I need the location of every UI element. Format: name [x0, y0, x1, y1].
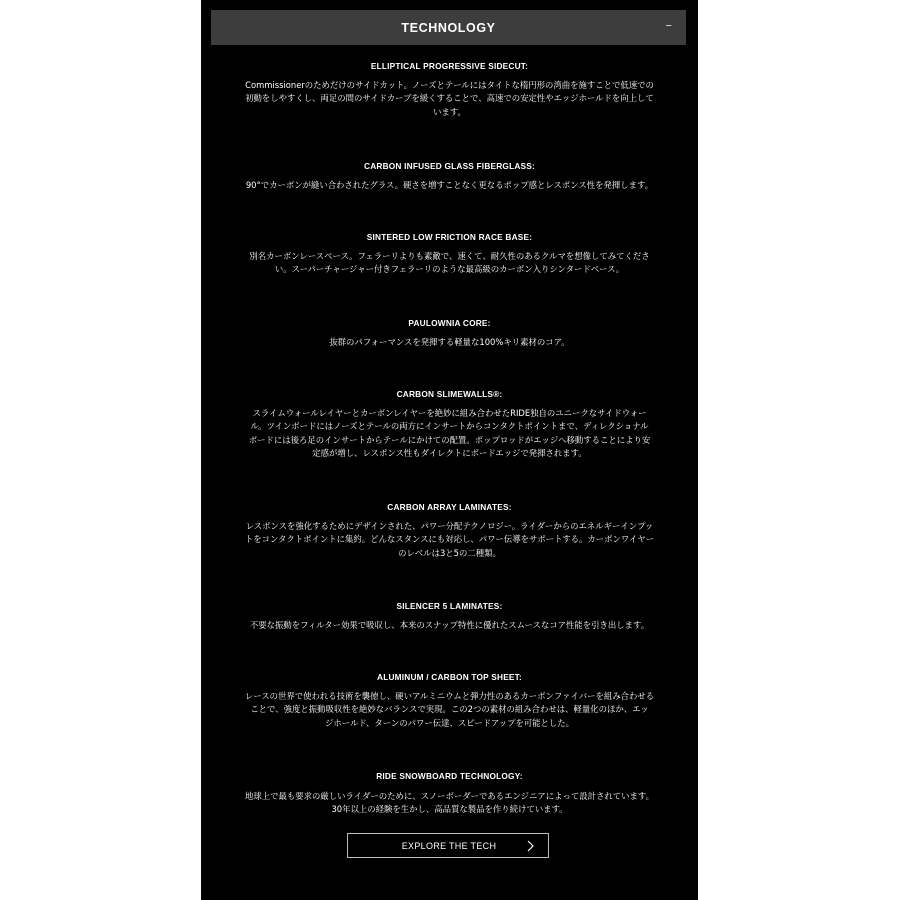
explore-the-tech-button[interactable]: [347, 833, 549, 858]
section-body-line: 地球上で最も要求の厳しいライダーのために、スノーボーダーであるエンジニアによって設計されています。: [245, 791, 654, 801]
section-body-carbon-array-laminates: [223, 520, 676, 560]
section-title-elliptical-progressive-sidecut: ELLIPTICAL PROGRESSIVE SIDECUT:: [370, 61, 529, 71]
section-body-line: 不要な振動をフィルター効果で吸収し、本来のスナップ特性に優れたスムースなコア性能を引き出します。: [249, 620, 650, 630]
section-body-line: います。: [433, 106, 466, 117]
section-body-line: 初動をしやすくし、両足の間のサイドカーブを緩くすることで、高速での安定性やエッジホールドを向上して: [245, 93, 654, 104]
section-body-line: ことで、強度と振動吸収性を絶妙なバランスで実現。この2つの素材の組み合わせは、軽量化のほか、エッ: [250, 704, 649, 715]
section-body-line: い。スーパーチャージャー付きフェラーリのような最高級のカーボン入りシンタードベース。: [274, 264, 625, 275]
section-body-line: 30年以上の経験を生かし、高品質な製品を作り続けています。: [331, 804, 568, 815]
collapse-minus-icon[interactable]: –: [665, 18, 672, 33]
section-body-ride-snowboard-technology: [223, 790, 676, 817]
section-body-paulownia-core: [223, 336, 676, 349]
section-title-carbon-array-laminates: CARBON ARRAY LAMINATES:: [387, 502, 512, 512]
section-title-paulownia-core: PAULOWNIA CORE:: [408, 318, 491, 328]
section-body-line: 抜群のパフォーマンスを発揮する軽量な100%キリ素材のコア。: [329, 337, 570, 347]
section-title-sintered-race-base: SINTERED LOW FRICTION RACE BASE:: [366, 232, 533, 242]
section-body-line: ボードには後ろ足のインサートからテールにかけての配置。ポップロッドがエッジへ移動することにより安: [248, 434, 651, 445]
section-title-carbon-slimewalls: CARBON SLIMEWALLS®:: [396, 389, 503, 399]
section-title-ride-snowboard-technology: RIDE SNOWBOARD TECHNOLOGY:: [376, 771, 523, 781]
technology-panel: [201, 0, 698, 900]
section-body-line: レスポンスを強化するためにデザインされた、パワー分配テクノロジー。ライダーからのエネルギーインプッ: [245, 521, 654, 531]
section-body-line: のレベルは3と5の二種類。: [398, 547, 501, 558]
section-body-silencer-5-laminates: [223, 619, 676, 632]
section-body-line: ル。ツインボードにはノーズとテールの両方にインサートからコンタクトポイントまで、ディレクショナル: [250, 421, 649, 432]
section-title-silencer-5-laminates: SILENCER 5 LAMINATES:: [396, 601, 503, 611]
section-body-line: 90°でカーボンが縫い合わされたグラス。硬さを増すことなく更なるポップ感とレスポンス性を発揮します。: [245, 180, 654, 190]
section-body-line: 定感が増し、レスポンス性もダイレクトにボードエッジで発揮されます。: [312, 448, 587, 459]
section-body-line: 別名カーボンレースベース。フェラーリよりも素敵で、速くて、耐久性のあるクルマを想像してみてくださ: [249, 251, 650, 261]
section-title-aluminum-carbon-top-sheet: ALUMINUM / CARBON TOP SHEET:: [377, 672, 522, 682]
accordion-title: TECHNOLOGY: [401, 20, 496, 35]
section-body-carbon-infused-glass: [223, 179, 676, 192]
section-body-aluminum-carbon-top-sheet: [223, 690, 676, 730]
section-body-line: トをコンタクトポイントに集約。どんなスタンスにも対応し、パワー伝導をサポートする。カーボンワイヤー: [244, 534, 655, 545]
section-title-carbon-infused-glass: CARBON INFUSED GLASS FIBERGLASS:: [364, 161, 535, 171]
section-body-line: Commissionerのためだけのサイドカット。ノーズとテールにはタイトな楕円形の湾曲を施すことで低速での: [245, 80, 654, 90]
section-body-elliptical-progressive-sidecut: [223, 79, 676, 119]
explore-the-tech-label: EXPLORE THE TECH: [401, 841, 497, 851]
section-body-sintered-race-base: [223, 250, 676, 277]
section-body-carbon-slimewalls: [223, 407, 676, 461]
section-body-line: レースの世界で使われる技術を襲徳し、硬いアルミニウムと弾力性のあるカーボンファイバーを組み合わせる: [244, 691, 655, 701]
section-body-line: ジホールド、ターンのパワー伝達、スピードアップを可能とした。: [325, 717, 574, 728]
section-body-line: スライムウォールレイヤーとカーボンレイヤーを絶妙に組み合わせたRIDE独自のユニークなサイドウォー: [252, 408, 647, 418]
chevron-right-icon: [525, 840, 536, 852]
accordion-header-technology[interactable]: [211, 10, 686, 45]
